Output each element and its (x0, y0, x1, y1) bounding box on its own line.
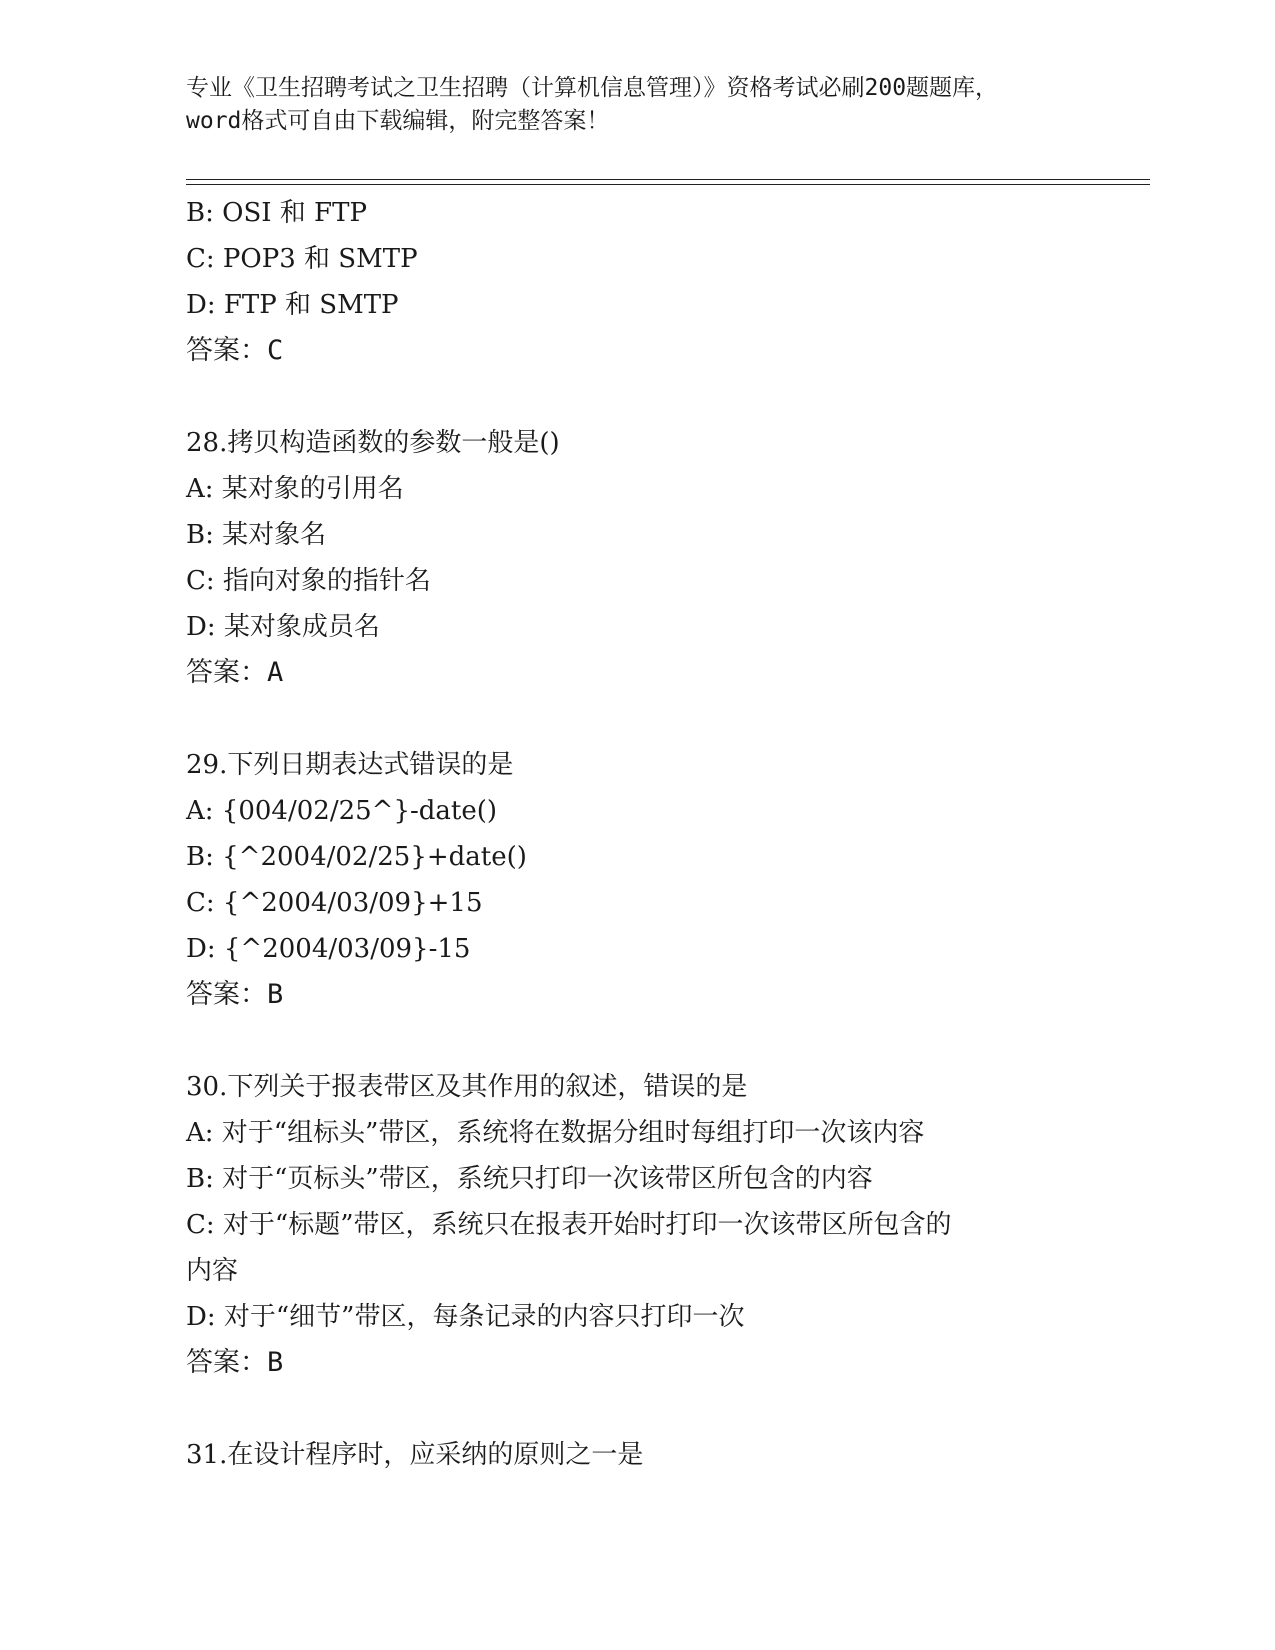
answer: 答案：B (186, 1347, 284, 1378)
header-line-2: word格式可自由下载编辑，附完整答案！ (186, 108, 610, 134)
option-b: B: {^2004/02/25}+date() (186, 842, 527, 872)
option-d: D: 某对象成员名 (186, 612, 380, 642)
option-c: C: 对于“标题”带区，系统只在报表开始时打印一次该带区所包含的 (186, 1210, 952, 1240)
document-body (186, 190, 1086, 1478)
answer: 答案：A (186, 657, 284, 688)
question-stem: 31.在设计程序时，应采纳的原则之一是 (186, 1440, 644, 1470)
header-line-1: 专业《卫生招聘考试之卫生招聘（计算机信息管理）》资格考试必刷200题题库， (186, 75, 999, 101)
spacer (186, 696, 1086, 742)
spacer (186, 1018, 1086, 1064)
spacer (186, 374, 1086, 420)
header-rule-bottom (186, 184, 1150, 185)
answer: 答案：B (186, 979, 284, 1010)
option-c: C: 指向对象的指针名 (186, 566, 431, 596)
question-stem: 30.下列关于报表带区及其作用的叙述，错误的是 (186, 1072, 748, 1102)
option-d: D: {^2004/03/09}-15 (186, 934, 471, 964)
question-28 (186, 420, 1086, 696)
option-a: A: {004/02/25^}-date() (186, 796, 498, 826)
option-b: B: 某对象名 (186, 520, 327, 550)
option-b: B: OSI 和 FTP (186, 198, 367, 228)
question-31 (186, 1432, 1086, 1478)
question-stem: 29.下列日期表达式错误的是 (186, 750, 514, 780)
option-a: A: 某对象的引用名 (186, 474, 404, 504)
option-d: D: FTP 和 SMTP (186, 290, 399, 320)
document-header (186, 72, 1086, 138)
question-30 (186, 1064, 1086, 1386)
option-d: D: 对于“细节”带区，每条记录的内容只打印一次 (186, 1302, 745, 1332)
spacer (186, 1386, 1086, 1432)
answer: 答案：C (186, 335, 284, 366)
option-c: C: {^2004/03/09}+15 (186, 888, 483, 918)
option-b: B: 对于“页标头”带区，系统只打印一次该带区所包含的内容 (186, 1164, 873, 1194)
question-stem: 28.拷贝构造函数的参数一般是() (186, 428, 560, 458)
question-27-continued (186, 190, 1086, 374)
option-c: C: POP3 和 SMTP (186, 244, 418, 274)
option-c-continued: 内容 (186, 1256, 239, 1286)
header-rule-top (186, 179, 1150, 180)
question-29 (186, 742, 1086, 1018)
option-a: A: 对于“组标头”带区，系统将在数据分组时每组打印一次该内容 (186, 1118, 925, 1148)
